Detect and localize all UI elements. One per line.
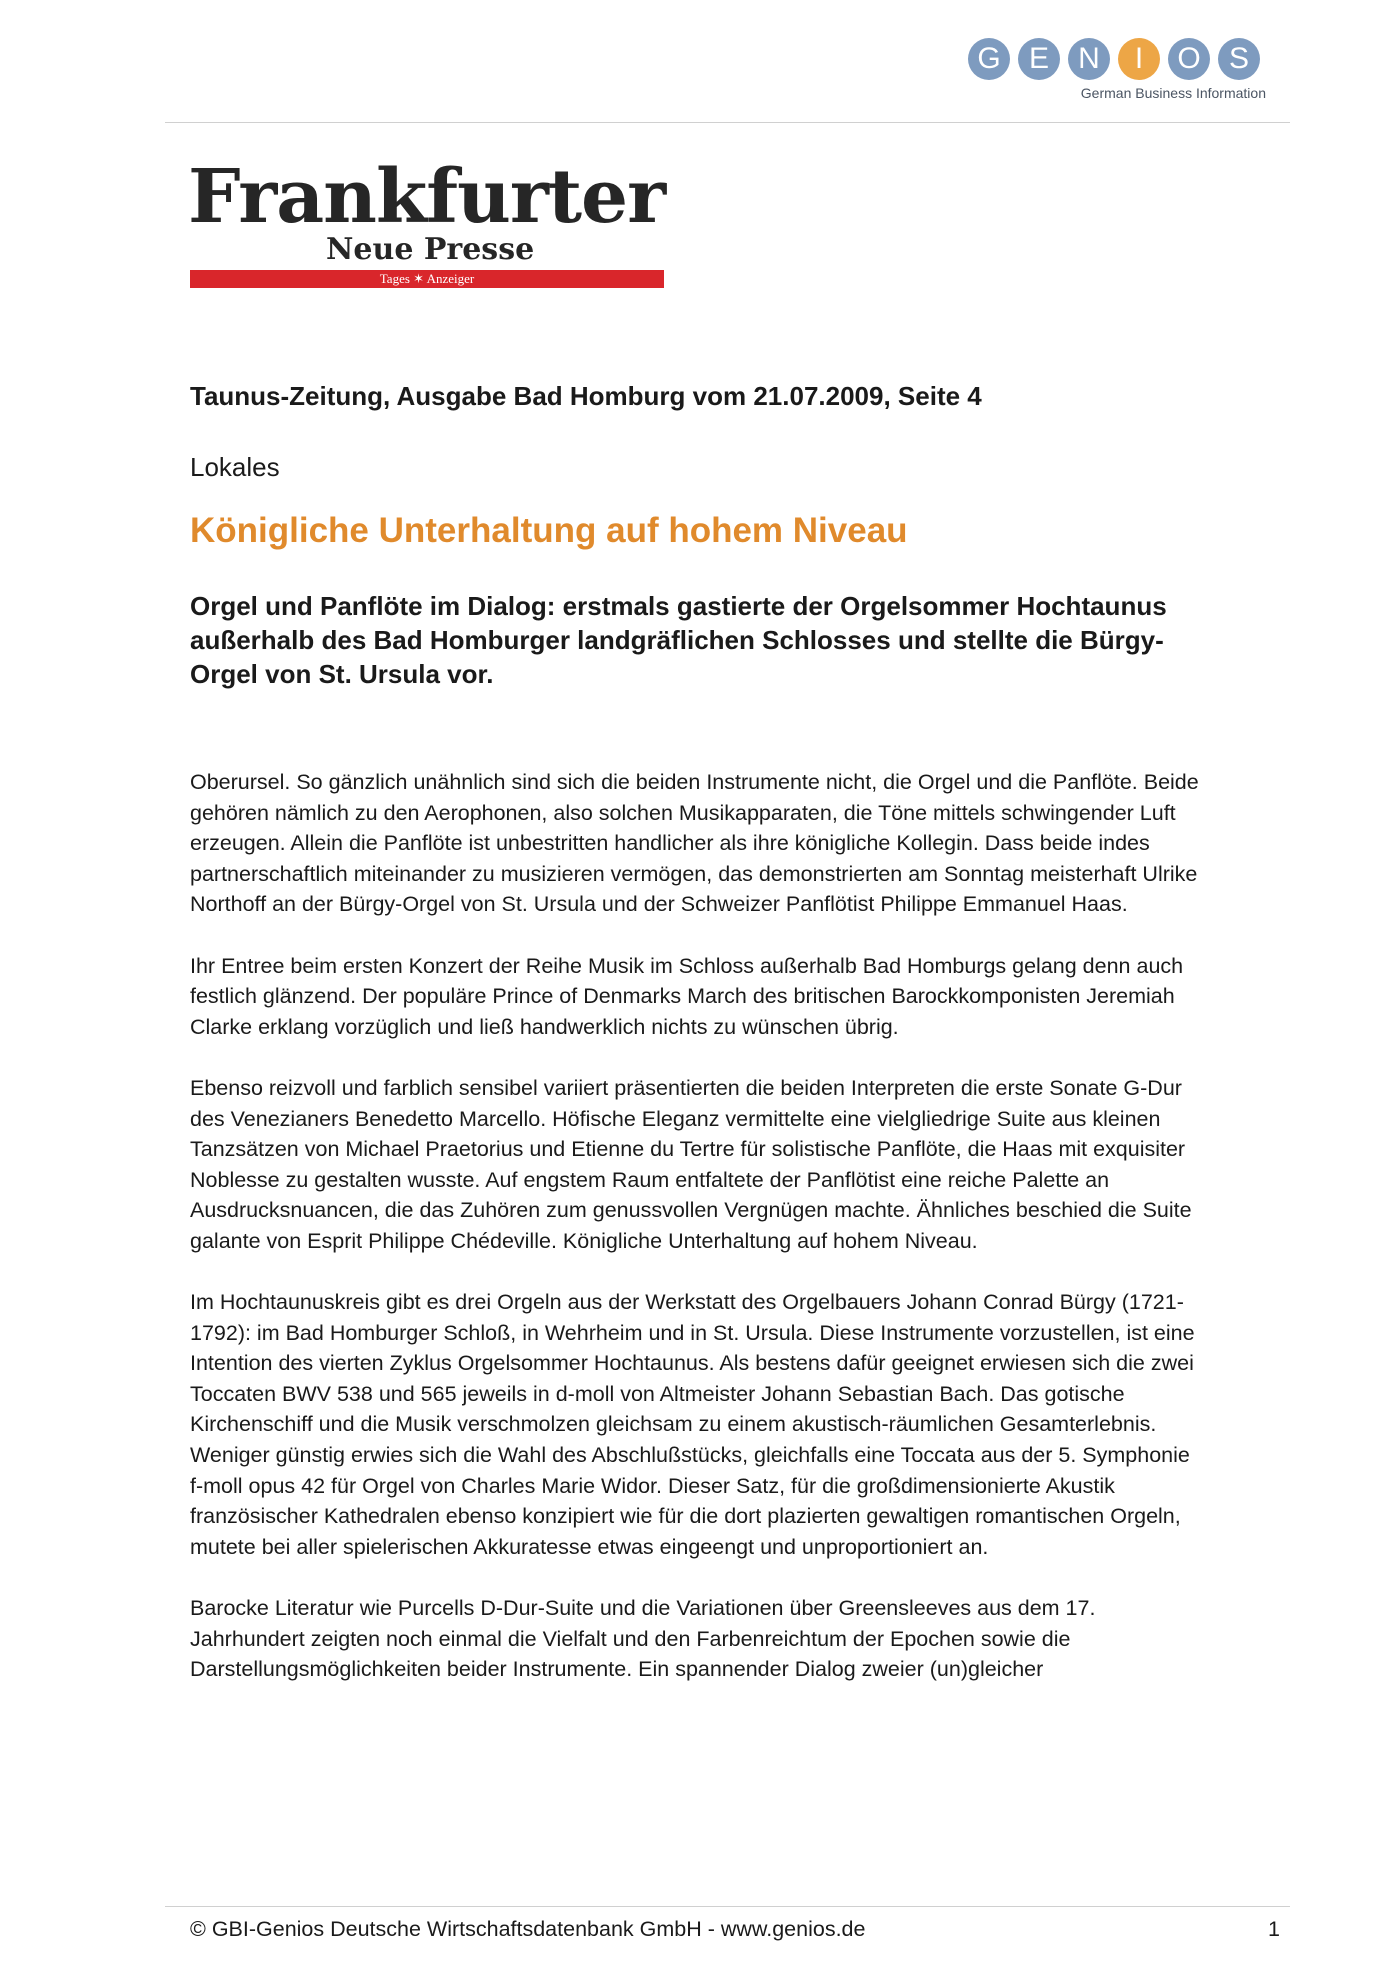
footer-copyright: © GBI-Genios Deutsche Wirtschaftsdatenbank GmbH - www.genios.de	[190, 1917, 866, 1941]
genios-logo-letters	[968, 38, 1290, 80]
article-paragraph: Ihr Entree beim ersten Konzert der Reihe Musik im Schloss außerhalb Bad Homburgs gelang denn auch festlich glänzend. Der populäre Prince of Denmarks March des britischen Barockkomponisten Jeremiah Clarke erklang vorzüglich und ließ handwerklich nichts zu wünschen übrig.	[190, 953, 1184, 1039]
article-paragraph: Oberursel. So gänzlich unähnlich sind sich die beiden Instrumente nicht, die Orgel und die Panflöte. Beide gehören nämlich zu den Aerophonen, also solchen Musikapparaten, die Töne mittels schwingender Luft erzeugen. Allein die Panflöte ist unbestritten handlicher als ihre königliche Kollegin. Dass beide indes partnerschaftlich miteinander zu musizieren vermögen, das demonstrierten am Sonntag meisterhaft Ulrike Northoff an der Bürgy-Orgel von St. Ursula und der Schweizer Panflötist Philippe Emmanuel Haas.	[190, 770, 1199, 917]
article-headline: Königliche Unterhaltung auf hohem Niveau	[190, 511, 908, 550]
masthead-subtitle: Neue Presse	[326, 232, 535, 267]
article-paragraph: Barocke Literatur wie Purcells D-Dur-Suite und die Variationen über Greensleeves aus dem 17. Jahrhundert zeigten noch einmal die Vielfalt und den Farbenreichtum der Epochen sowie die Darstellungsmöglichkeiten beider Instrumente. Ein spannender Dialog zweier (un)gleicher	[190, 1596, 1096, 1682]
newspaper-masthead	[188, 154, 668, 292]
genios-letter: G	[968, 38, 1010, 80]
masthead-title: Frankfurter	[188, 154, 666, 240]
genios-logo	[968, 38, 1290, 116]
article-body	[190, 767, 1200, 1715]
genios-letter: S	[1218, 38, 1260, 80]
article-section: Lokales	[190, 452, 280, 482]
article-lead: Orgel und Panflöte im Dialog: erstmals gastierte der Orgelsommer Hochtaunus außerhalb des Bad Homburger landgräflichen Schlosses und stellte die Bürgy-Orgel von St. Ursula vor.	[190, 591, 1167, 689]
genios-letter: O	[1168, 38, 1210, 80]
footer-divider	[165, 1906, 1290, 1907]
genios-letter: E	[1018, 38, 1060, 80]
article-source-line: Taunus-Zeitung, Ausgabe Bad Homburg vom 21.07.2009, Seite 4	[190, 381, 982, 411]
article-paragraph: Im Hochtaunuskreis gibt es drei Orgeln aus der Werkstatt des Orgelbauers Johann Conrad Bürgy (1721-1792): im Bad Homburger Schloß, in Wehrheim und in St. Ursula. Diese Instrumente vorzustellen, ist eine Intention des vierten Zyklus Orgelsommer Hochtaunus. Als bestens dafür geeignet erwiesen sich die zwei Toccaten BWV 538 und 565 jeweils in d-moll von Altmeister Johann Sebastian Bach. Das gotische Kirchenschiff und die Musik verschmolzen gleichsam zu einem akustisch-räumlichen Gesamterlebnis. Weniger günstig erwies sich die Wahl des Abschlußstücks, gleichfalls eine Toccata aus der 5. Symphonie f-moll opus 42 für Orgel von Charles Marie Widor. Dieser Satz, für die großdimensionierte Akustik französischer Kathedralen ebenso konzipiert wie für die dort plazierten gewaltigen romantischen Orgeln, mutete bei aller spielerischen Akkuratesse etwas eingeengt und unproportioniert an.	[190, 1290, 1195, 1559]
page-number: 1	[1268, 1917, 1280, 1941]
masthead-bar: Tages ✶ Anzeiger	[190, 270, 664, 288]
genios-letter-highlight: I	[1118, 38, 1160, 80]
genios-tagline: German Business Information	[1080, 85, 1266, 101]
article-paragraph: Ebenso reizvoll und farblich sensibel variiert präsentierten die beiden Interpreten die erste Sonate G-Dur des Venezianers Benedetto Marcello. Höfische Eleganz vermittelte eine vielgliedrige Suite aus kleinen Tanzsätzen von Michael Praetorius und Etienne du Tertre für solistische Panflöte, die Haas mit exquisiter Noblesse zu gestalten wusste. Auf engstem Raum entfaltete der Panflötist eine reiche Palette an Ausdrucksnuancen, die das Zuhören zum genussvollen Vergnügen machte. Ähnliches beschied die Suite galante von Esprit Philippe Chédeville. Königliche Unterhaltung auf hohem Niveau.	[190, 1075, 1192, 1253]
header-divider	[165, 122, 1290, 123]
genios-letter: N	[1068, 38, 1110, 80]
